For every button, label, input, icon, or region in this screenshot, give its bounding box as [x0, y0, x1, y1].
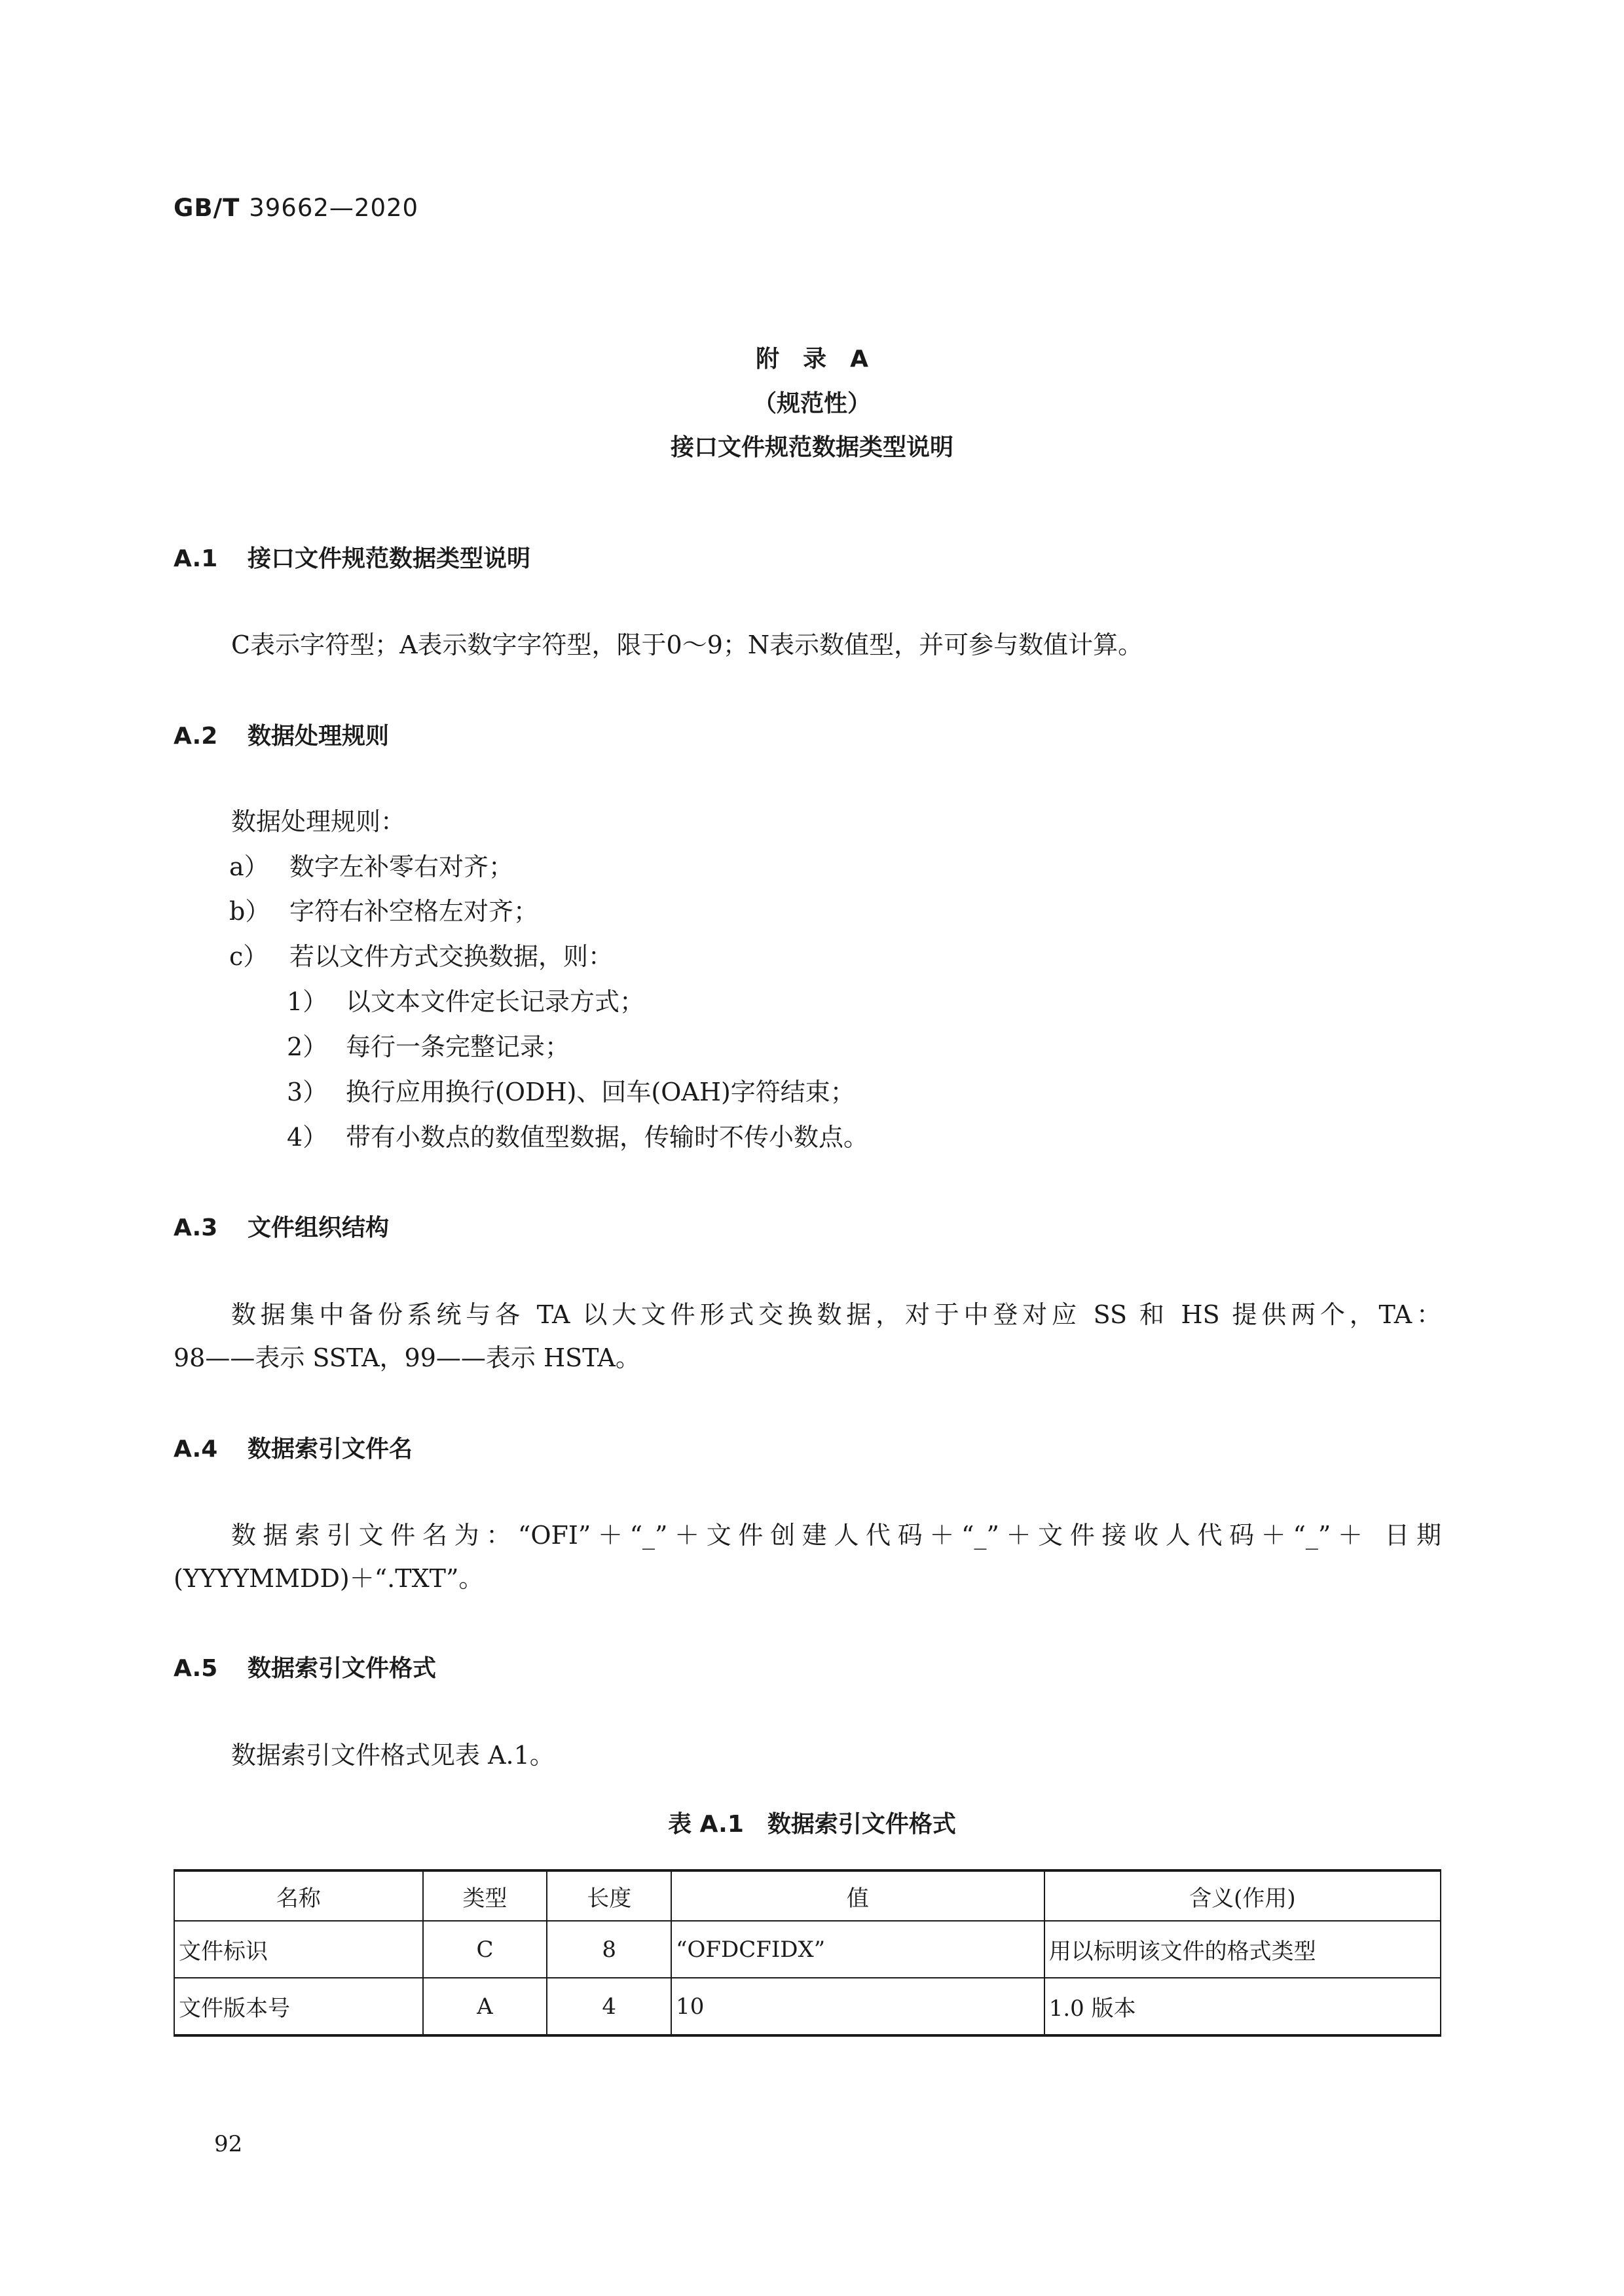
section-number: A.4: [174, 1436, 218, 1463]
section-number: A.5: [174, 1655, 218, 1682]
column-header-meaning: 含义(作用): [1044, 1870, 1441, 1921]
sub-list-item-text: 每行一条完整记录；: [346, 1032, 570, 1061]
list-item-label: c）: [229, 942, 268, 971]
section-title: 文件组织结构: [248, 1214, 390, 1241]
sub-list-item-text: 换行应用换行(ODH)、回车(OAH)字符结束；: [346, 1078, 855, 1106]
section-a5-heading: [174, 1650, 436, 1683]
section-a4-heading: [174, 1430, 413, 1464]
section-a1-heading: [174, 540, 530, 574]
table-row: [174, 1921, 1441, 1978]
cell-name: 文件标识: [174, 1921, 423, 1978]
cell-type: C: [423, 1921, 547, 1978]
appendix-label: 附 录 A: [756, 346, 868, 373]
section-a1-body: C表示字符型；A表示数字字符型，限于0～9；N表示数值型，并可参与数值计算。: [231, 630, 1143, 659]
sub-list-item-label: 1）: [287, 987, 328, 1016]
sub-list-item-text: 以文本文件定长记录方式；: [346, 987, 645, 1016]
section-a3-heading: [174, 1209, 389, 1243]
list-item-text: 若以文件方式交换数据，则：: [289, 942, 614, 971]
sub-list-item-label: 3）: [287, 1078, 328, 1106]
cell-meaning: 1.0 版本: [1044, 1978, 1441, 2035]
column-header-length: 长度: [547, 1870, 671, 1921]
section-title: 数据处理规则: [248, 723, 390, 750]
list-item-text: 数字左补零右对齐；: [289, 852, 514, 881]
sub-list-item: [287, 1072, 855, 1108]
cell-name: 文件版本号: [174, 1978, 423, 2035]
list-item: [229, 847, 513, 883]
column-header-type: 类型: [423, 1870, 547, 1921]
section-number: A.2: [174, 723, 218, 750]
data-index-format-table: [174, 1869, 1441, 2037]
list-item-label: a）: [229, 852, 269, 881]
section-title: 接口文件规范数据类型说明: [248, 545, 531, 572]
section-a5-body: 数据索引文件格式见表 A.1。: [231, 1741, 555, 1770]
cell-length: 8: [547, 1921, 671, 1978]
section-title: 数据索引文件名: [248, 1436, 413, 1463]
table-caption: 表 A.1 数据索引文件格式: [668, 1811, 956, 1838]
list-item: [229, 891, 538, 927]
list-item-text: 字符右补空格左对齐；: [289, 897, 539, 926]
appendix-title: 接口文件规范数据类型说明: [670, 434, 953, 461]
cell-value: “OFDCFIDX”: [671, 1921, 1044, 1978]
column-header-value: 值: [671, 1870, 1044, 1921]
table-row: [174, 1978, 1441, 2035]
sub-list-item: [287, 1027, 570, 1063]
sub-list-item-label: 4）: [287, 1123, 328, 1152]
section-number: A.3: [174, 1214, 218, 1241]
sub-list-item: [287, 1117, 868, 1153]
list-item: [229, 936, 613, 972]
cell-meaning: 用以标明该文件的格式类型: [1044, 1921, 1441, 1978]
section-a4-line1: 数据索引文件名为：“OFI”＋“_”＋文件创建人代码＋“_”＋文件接收人代码＋“_”＋ 日期: [231, 1521, 1441, 1550]
page-number: 92: [214, 2131, 243, 2157]
section-title: 数据索引文件格式: [248, 1655, 437, 1682]
section-a2-intro: 数据处理规则：: [231, 807, 406, 836]
standard-code: [174, 194, 418, 222]
cell-value: 10: [671, 1978, 1044, 2035]
sub-list-item-text: 带有小数点的数值型数据，传输时不传小数点。: [346, 1123, 869, 1152]
section-a3-line1: 数据集中备份系统与各 TA 以大文件形式交换数据，对于中登对应 SS 和 HS 提供两个，TA：: [231, 1300, 1441, 1329]
list-item-label: b）: [229, 897, 270, 926]
standard-number: 39662—2020: [249, 194, 419, 222]
cell-length: 4: [547, 1978, 671, 2035]
section-a3-line2: 98——表示 SSTA，99——表示 HSTA。: [174, 1343, 640, 1372]
section-a4-line2: (YYYYMMDD)＋“.TXT”。: [174, 1564, 484, 1593]
cell-type: A: [423, 1978, 547, 2035]
section-number: A.1: [174, 545, 218, 572]
appendix-nature: （规范性）: [752, 390, 871, 417]
standard-prefix: GB/T: [174, 194, 240, 222]
sub-list-item-label: 2）: [287, 1032, 328, 1061]
column-header-name: 名称: [174, 1870, 423, 1921]
table-header-row: [174, 1870, 1441, 1921]
section-a2-heading: [174, 718, 389, 751]
sub-list-item: [287, 981, 644, 1017]
